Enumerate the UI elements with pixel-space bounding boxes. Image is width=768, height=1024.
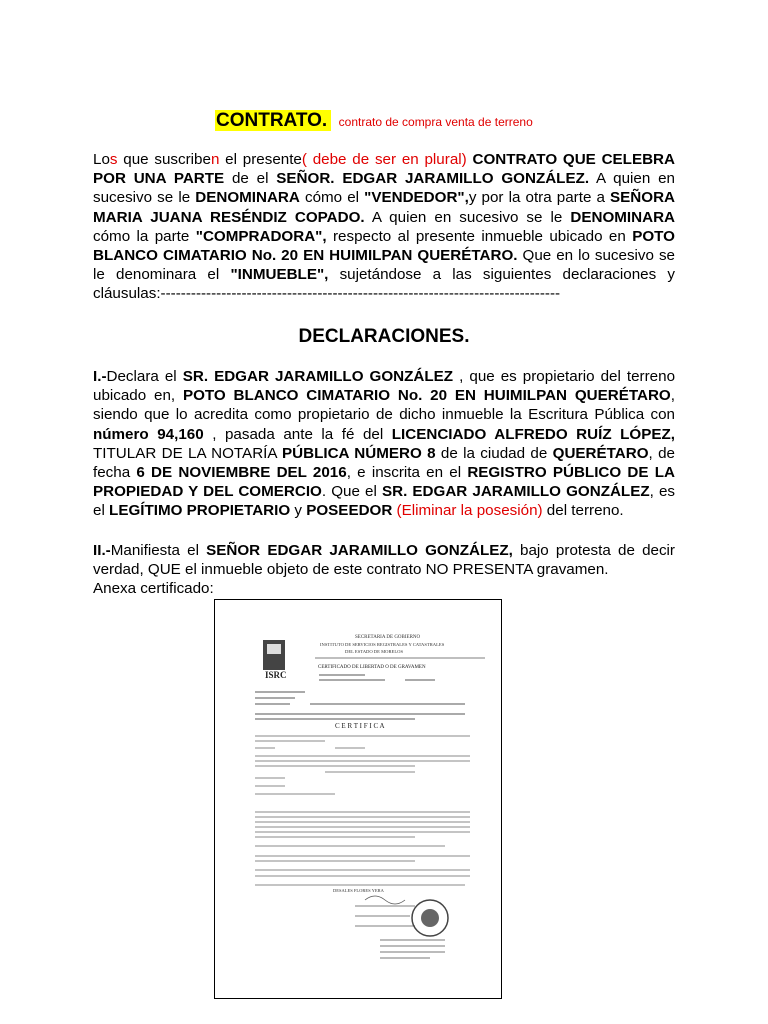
decl-text: , siendo que lo acredita como propietario de dicho inmueble la Escritura Pública con [93,387,675,424]
intro-text: A quien en sucesivo se le [93,170,675,207]
title-note: contrato de compra venta de terreno [338,115,533,129]
cert-footer-lines [380,940,445,958]
signature-scribble [355,896,415,926]
decl-bold: SR. EDGAR JARAMILLO GONZÁLEZ [381,483,650,501]
decl-bold: SEÑOR EDGAR JARAMILLO GONZÁLEZ, [206,542,513,559]
intro-bold: DENOMINARA [195,189,300,207]
decl-text: , de fecha [93,444,675,482]
declaration-number: II.- [93,542,111,559]
certificate-scan [215,600,501,998]
intro-text: Lo [93,151,110,168]
cert-institute: INSTITUTO DE SERVICIOS REGISTRALES Y CATASTRALES [320,642,445,647]
decl-bold: LEGÍTIMO PROPIETARIO [109,502,291,520]
intro-paragraph [93,150,675,304]
seller-role: "VENDEDOR", [364,189,469,207]
decl-bold: POSEEDOR [306,502,393,520]
intro-text: Que en lo sucesivo se le denominara el [93,247,675,284]
decl-text: bajo protesta de decir verdad, QUE el inmueble objeto de este contrato NO PRESENTA gravamen. [93,542,675,579]
cert-body-lines [255,736,470,885]
cert-state: DEL ESTADO DE MORELOS [345,649,404,654]
official-seal [412,900,448,936]
declaration-1 [93,367,675,521]
declaration-2 [93,541,675,599]
decl-text: de la ciudad de [435,444,553,462]
decl-bold: SR. EDGAR JARAMILLO GONZÁLEZ [182,368,454,385]
intro-text: cómo el [299,189,365,207]
certificate-image [214,599,502,999]
decl-text: Manifiesta el [110,542,207,559]
deed-number: número 94,160 [93,425,204,443]
cert-title: CERTIFICADO DE LIBERTAD O DE GRAVAMEN [318,665,426,670]
property-address: POTO BLANCO CIMATARIO No. 20 EN HUIMILPAN QUERÉTARO. [93,227,675,265]
declaration-number: I.- [93,368,107,385]
cert-signature-name: DESALES FLORES YERA [333,888,384,893]
intro-text: A quien en sucesivo se le [364,208,571,226]
deed-date: 6 DE NOVIEMBRE DEL 2016 [136,464,347,482]
intro-bold: CONTRATO QUE CELEBRA POR UNA PARTE [93,151,675,188]
decl-text: del terreno. [542,502,624,520]
logo-text: ISRC [265,670,287,680]
buyer-name: SEÑORA MARIA JUANA RESÉNDIZ COPADO. [93,189,676,226]
declaraciones-heading: DECLARACIONES. [298,326,470,347]
decl-note: (Eliminar la posesión) [392,502,543,520]
intro-text: el presente [219,151,302,168]
document-title [215,110,533,132]
title-main: CONTRATO. [215,110,331,131]
decl-text: Declara el [106,368,183,385]
decl-text: TITULAR DE LA NOTARÍA [93,444,283,462]
notary-name: LICENCIADO ALFREDO RUÍZ LÓPEZ, [391,425,675,443]
isrc-logo [263,640,287,680]
intro-text: y por la otra parte a [468,189,611,207]
seller-name: SEÑOR. EDGAR JARAMILLO GONZÁLEZ. [276,170,590,188]
decl-text: , que es propietario del terreno ubicado en, [93,368,676,405]
intro-correction: s [109,151,118,168]
cert-text-lines [255,675,465,719]
decl-bold: POTO BLANCO CIMATARIO No. 20 EN HUIMILPAN QUERÉTARO [182,387,671,405]
intro-text: que suscribe [117,151,211,168]
intro-text: sujetándose a las siguientes declaraciones y cláusulas:------------------------------------------------------------------------------- [93,266,675,303]
decl-text: , pasada ante la fé del [203,425,392,443]
intro-note: ( debe de ser en plural) [301,151,467,168]
cert-header: SECRETARIA DE GOBIERNO [355,635,421,640]
decl-text: . Que el [321,483,382,501]
intro-text: cómo la parte [93,227,196,245]
property-label: "INMUEBLE", [230,266,329,284]
decl-text: , e inscrita en el [346,464,468,482]
decl-text: y [290,502,307,520]
intro-correction: n [210,151,220,168]
decl-bold: QUERÉTARO [552,444,649,462]
intro-text: de el [224,170,277,188]
decl-bold: REGISTRO PÚBLICO DE LA PROPIEDAD Y DEL COMERCIO [93,464,675,501]
decl-bold: PÚBLICA NÚMERO 8 [282,444,436,462]
decl-text: , es el [93,483,676,520]
intro-text: respecto al presente inmueble ubicado en [326,227,633,245]
intro-bold: DENOMINARA [570,208,676,226]
buyer-role: "COMPRADORA", [195,227,327,245]
cert-certifica: C E R T I F I C A [335,722,385,730]
annex-label: Anexa certificado: [93,580,214,598]
